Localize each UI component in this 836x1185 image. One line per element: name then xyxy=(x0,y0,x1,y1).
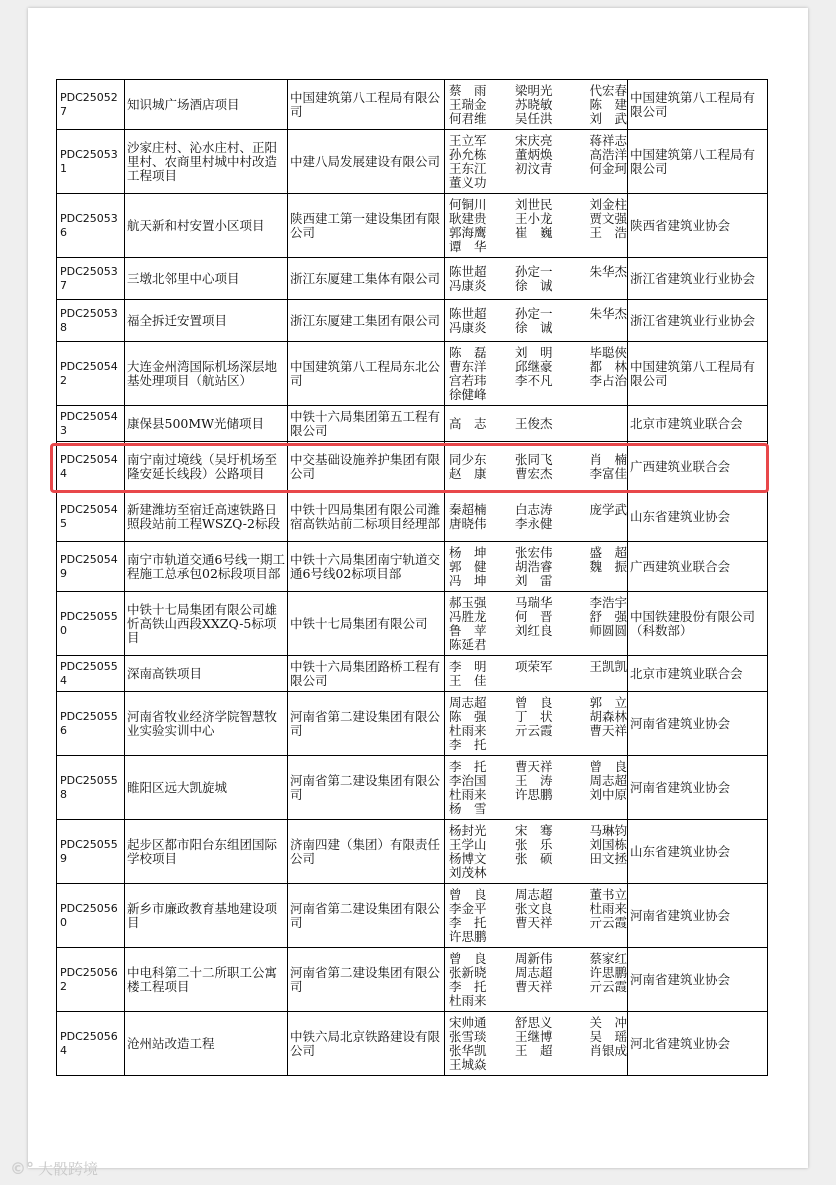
table-row xyxy=(57,656,768,692)
project-name-cell: 南宁市轨道交通6号线一期工程施工总承包02标段项目部 xyxy=(125,542,288,592)
person-name: 张宏伟 xyxy=(515,544,553,560)
company-cell: 中国建筑第八工程局有限公司 xyxy=(288,80,445,130)
project-name-cell: 知识城广场酒店项目 xyxy=(125,80,288,130)
association-cell: 中国建筑第八工程局有限公司 xyxy=(628,80,768,130)
person-name: 项荣军 xyxy=(515,658,553,674)
person-name: 陈世超 xyxy=(449,305,487,321)
people-cell xyxy=(445,80,628,130)
person-name: 肖 楠 xyxy=(589,451,627,467)
person-name: 王东江 xyxy=(449,160,487,176)
people-list xyxy=(449,265,625,293)
association-cell: 陕西省建筑业协会 xyxy=(628,194,768,258)
project-code-cell: PDC250562 xyxy=(57,948,125,1012)
association-cell: 河南省建筑业协会 xyxy=(628,884,768,948)
person-name: 郝玉强 xyxy=(449,594,487,610)
table-row xyxy=(57,692,768,756)
person-name: 曹天祥 xyxy=(515,758,553,774)
person-name: 刘 雷 xyxy=(515,572,553,588)
person-name: 都 林 xyxy=(589,358,627,374)
people-cell xyxy=(445,756,628,820)
person-name: 魏 振 xyxy=(589,558,627,574)
company-cell: 中铁十六局集团第五工程有限公司 xyxy=(288,406,445,442)
company-cell: 中铁十六局集团南宁轨道交通6号线02标项目部 xyxy=(288,542,445,592)
person-name: 田文拯 xyxy=(589,850,627,866)
person-name: 张雪琰 xyxy=(449,1028,487,1044)
person-name: 李 明 xyxy=(449,658,487,674)
person-name: 同少东 xyxy=(449,451,487,467)
people-list xyxy=(449,760,625,816)
person-name: 陈 建 xyxy=(589,96,627,112)
people-cell xyxy=(445,258,628,300)
company-cell: 中铁十四局集团有限公司潍宿高铁站前二标项目经理部 xyxy=(288,492,445,542)
person-name: 何金珂 xyxy=(589,160,627,176)
project-name-cell: 睢阳区远大凯旋城 xyxy=(125,756,288,820)
person-name: 张华凯 xyxy=(449,1042,487,1058)
company-cell: 中建八局发展建设有限公司 xyxy=(288,130,445,194)
person-name: 吴 瑶 xyxy=(589,1028,627,1044)
person-name: 张同飞 xyxy=(515,451,553,467)
project-name-cell: 航天新和村安置小区项目 xyxy=(125,194,288,258)
project-name-cell: 南宁南过境线（吴圩机场至隆安延长线段）公路项目 xyxy=(125,442,288,492)
person-name: 蔡家红 xyxy=(589,950,627,966)
company-cell: 中铁六局北京铁路建设有限公司 xyxy=(288,1012,445,1076)
person-name: 周志超 xyxy=(515,964,553,980)
person-name: 刘金柱 xyxy=(589,196,627,212)
project-name-cell: 新建潍坊至宿迁高速铁路日照段站前工程WSZQ-2标段 xyxy=(125,492,288,542)
person-name: 曾 良 xyxy=(449,886,487,902)
table-row xyxy=(57,1012,768,1076)
people-list xyxy=(449,952,625,1008)
project-code-cell: PDC250538 xyxy=(57,300,125,342)
person-name: 曹天祥 xyxy=(515,914,553,930)
people-cell xyxy=(445,194,628,258)
table-row xyxy=(57,130,768,194)
watermark-logo-icon: ©° xyxy=(10,1159,34,1178)
table-row xyxy=(57,300,768,342)
person-name: 张 硕 xyxy=(515,850,553,866)
person-name: 师圆圆 xyxy=(589,622,627,638)
person-name: 杨博文 xyxy=(449,850,487,866)
person-name: 曾 良 xyxy=(515,694,553,710)
table-row xyxy=(57,948,768,1012)
association-cell: 中国铁建股份有限公司（科数部） xyxy=(628,592,768,656)
person-name: 马瑞华 xyxy=(515,594,553,610)
person-name: 董义功 xyxy=(449,174,487,190)
person-name: 曾 良 xyxy=(449,950,487,966)
person-name: 朱华杰 xyxy=(589,305,627,321)
association-cell: 北京市建筑业联合会 xyxy=(628,656,768,692)
company-cell: 浙江东厦建工集团有限公司 xyxy=(288,300,445,342)
people-list xyxy=(449,546,625,588)
person-name: 周新伟 xyxy=(515,950,553,966)
company-cell: 中铁十六局集团路桥工程有限公司 xyxy=(288,656,445,692)
table-row xyxy=(57,342,768,406)
table-row xyxy=(57,542,768,592)
person-name: 刘中原 xyxy=(589,786,627,802)
person-name: 何君维 xyxy=(449,110,487,126)
person-name: 舒 强 xyxy=(589,608,627,624)
person-name: 关 冲 xyxy=(589,1014,627,1030)
person-name: 董书立 xyxy=(589,886,627,902)
person-name: 宋庆亮 xyxy=(515,132,553,148)
person-name: 亓云霞 xyxy=(589,914,627,930)
people-list xyxy=(449,596,625,652)
person-name: 唐晓伟 xyxy=(449,515,487,531)
people-list xyxy=(449,134,625,190)
watermark xyxy=(10,1158,98,1179)
person-name: 梁明光 xyxy=(515,82,553,98)
people-cell xyxy=(445,442,628,492)
person-name: 初汶青 xyxy=(515,160,553,176)
company-cell: 河南省第二建设集团有限公司 xyxy=(288,948,445,1012)
person-name: 高浩洋 xyxy=(589,146,627,162)
person-name: 曹天祥 xyxy=(589,722,627,738)
person-name: 贾文强 xyxy=(589,210,627,226)
association-cell: 广西建筑业联合会 xyxy=(628,442,768,492)
person-name: 王小龙 xyxy=(515,210,553,226)
person-name: 李 托 xyxy=(449,914,487,930)
person-name: 刘茂林 xyxy=(449,864,487,880)
project-name-cell: 三墩北邻里中心项目 xyxy=(125,258,288,300)
people-list xyxy=(449,453,625,481)
person-name: 徐 诚 xyxy=(515,277,553,293)
people-cell xyxy=(445,542,628,592)
person-name: 杨 坤 xyxy=(449,544,487,560)
person-name: 曹东洋 xyxy=(449,358,487,374)
person-name: 亓云霞 xyxy=(515,722,553,738)
person-name: 冯 坤 xyxy=(449,572,487,588)
people-cell xyxy=(445,820,628,884)
project-code-cell: PDC250558 xyxy=(57,756,125,820)
company-cell: 中国建筑第八工程局东北公司 xyxy=(288,342,445,406)
person-name: 何铜川 xyxy=(449,196,487,212)
person-name: 何 晋 xyxy=(515,608,553,624)
project-name-cell: 河南省牧业经济学院智慧牧业实验实训中心 xyxy=(125,692,288,756)
project-code-cell: PDC250554 xyxy=(57,656,125,692)
person-name: 李治国 xyxy=(449,772,487,788)
person-name: 王继博 xyxy=(515,1028,553,1044)
company-cell: 济南四建（集团）有限责任公司 xyxy=(288,820,445,884)
person-name: 刘 武 xyxy=(589,110,627,126)
person-name: 王 超 xyxy=(515,1042,553,1058)
person-name: 曾 良 xyxy=(589,758,627,774)
project-name-cell: 中电科第二十二所职工公寓楼工程项目 xyxy=(125,948,288,1012)
person-name: 亓云霞 xyxy=(589,978,627,994)
people-list xyxy=(449,824,625,880)
people-list xyxy=(449,660,625,688)
project-code-cell: PDC250531 xyxy=(57,130,125,194)
person-name: 舒思义 xyxy=(515,1014,553,1030)
table-row xyxy=(57,492,768,542)
project-name-cell: 新乡市廉政教育基地建设项目 xyxy=(125,884,288,948)
person-name: 宋帅通 xyxy=(449,1014,487,1030)
person-name: 苏晓敏 xyxy=(515,96,553,112)
person-name: 刘红良 xyxy=(515,622,553,638)
person-name: 李 托 xyxy=(449,758,487,774)
person-name: 郭海鹰 xyxy=(449,224,487,240)
association-cell: 山东省建筑业协会 xyxy=(628,492,768,542)
company-cell: 河南省第二建设集团有限公司 xyxy=(288,692,445,756)
person-name: 崔 巍 xyxy=(515,224,553,240)
person-name: 刘 明 xyxy=(515,344,553,360)
person-name: 肖银成 xyxy=(589,1042,627,1058)
project-code-cell: PDC250537 xyxy=(57,258,125,300)
table-row xyxy=(57,592,768,656)
person-name: 李富佳 xyxy=(589,465,627,481)
person-name: 王凯凯 xyxy=(589,658,627,674)
project-name-cell: 起步区都市阳台东组团国际学校项目 xyxy=(125,820,288,884)
company-cell: 中铁十七局集团有限公司 xyxy=(288,592,445,656)
person-name: 王 浩 xyxy=(589,224,627,240)
association-cell: 中国建筑第八工程局有限公司 xyxy=(628,342,768,406)
person-name: 王城焱 xyxy=(449,1056,487,1072)
person-name: 杜雨来 xyxy=(449,722,487,738)
people-cell xyxy=(445,884,628,948)
person-name: 王俊杰 xyxy=(515,415,553,431)
company-cell: 中交基础设施养护集团有限公司 xyxy=(288,442,445,492)
project-code-cell: PDC250556 xyxy=(57,692,125,756)
person-name: 毕聪俠 xyxy=(589,344,627,360)
project-name-cell: 沙家庄村、沁水庄村、正阳里村、农商里村城中村改造工程项目 xyxy=(125,130,288,194)
person-name: 许思鹏 xyxy=(515,786,553,802)
project-code-cell: PDC250536 xyxy=(57,194,125,258)
person-name: 郭 立 xyxy=(589,694,627,710)
people-cell xyxy=(445,1012,628,1076)
people-cell xyxy=(445,130,628,194)
person-name: 陈 磊 xyxy=(449,344,487,360)
people-list xyxy=(449,503,625,531)
project-name-cell: 深南高铁项目 xyxy=(125,656,288,692)
person-name: 鲁 苹 xyxy=(449,622,487,638)
association-cell: 河北省建筑业协会 xyxy=(628,1012,768,1076)
project-code-cell: PDC250550 xyxy=(57,592,125,656)
person-name: 朱华杰 xyxy=(589,263,627,279)
person-name: 陈 强 xyxy=(449,708,487,724)
person-name: 谭 华 xyxy=(449,238,487,254)
project-name-cell: 康保县500MW光储项目 xyxy=(125,406,288,442)
project-code-cell: PDC250560 xyxy=(57,884,125,948)
table-row xyxy=(57,820,768,884)
table-row xyxy=(57,442,768,492)
person-name: 代宏春 xyxy=(589,82,627,98)
person-name: 王 涛 xyxy=(515,772,553,788)
person-name: 王瑞金 xyxy=(449,96,487,112)
people-cell xyxy=(445,692,628,756)
people-list xyxy=(449,307,625,335)
person-name: 马琳钧 xyxy=(589,822,627,838)
table-row xyxy=(57,884,768,948)
association-cell: 北京市建筑业联合会 xyxy=(628,406,768,442)
person-name: 邱继豪 xyxy=(515,358,553,374)
table-row xyxy=(57,194,768,258)
watermark-text: 大骰跨境 xyxy=(38,1160,99,1178)
person-name: 丁 状 xyxy=(515,708,553,724)
person-name: 秦超楠 xyxy=(449,501,487,517)
person-name: 杜雨来 xyxy=(449,786,487,802)
person-name: 胡浩睿 xyxy=(515,558,553,574)
person-name: 孙定一 xyxy=(515,263,553,279)
person-name: 孙允栋 xyxy=(449,146,487,162)
person-name: 王 佳 xyxy=(449,672,487,688)
company-cell: 河南省第二建设集团有限公司 xyxy=(288,756,445,820)
person-name: 陈世超 xyxy=(449,263,487,279)
person-name: 蒋祥志 xyxy=(589,132,627,148)
project-code-cell: PDC250527 xyxy=(57,80,125,130)
project-table xyxy=(56,79,768,1076)
people-list xyxy=(449,84,625,126)
person-name: 李 托 xyxy=(449,736,487,752)
person-name: 白志涛 xyxy=(515,501,553,517)
table-row xyxy=(57,80,768,130)
person-name: 冯康炎 xyxy=(449,319,487,335)
person-name: 张新晓 xyxy=(449,964,487,980)
people-list xyxy=(449,696,625,752)
people-cell xyxy=(445,592,628,656)
person-name: 吴任洪 xyxy=(515,110,553,126)
person-name: 李永健 xyxy=(515,515,553,531)
person-name: 杜雨来 xyxy=(589,900,627,916)
table-row xyxy=(57,406,768,442)
person-name: 张 乐 xyxy=(515,836,553,852)
person-name: 徐健峰 xyxy=(449,386,487,402)
people-cell xyxy=(445,406,628,442)
association-cell: 中国建筑第八工程局有限公司 xyxy=(628,130,768,194)
person-name: 刘世民 xyxy=(515,196,553,212)
people-list xyxy=(449,1016,625,1072)
person-name: 胡森林 xyxy=(589,708,627,724)
person-name: 赵 康 xyxy=(449,465,487,481)
people-list xyxy=(449,888,625,944)
project-name-cell: 福全拆迁安置项目 xyxy=(125,300,288,342)
person-name: 郭 健 xyxy=(449,558,487,574)
people-cell xyxy=(445,342,628,406)
person-name: 李占治 xyxy=(589,372,627,388)
person-name: 耿建贵 xyxy=(449,210,487,226)
person-name: 王立军 xyxy=(449,132,487,148)
association-cell: 浙江省建筑业行业协会 xyxy=(628,300,768,342)
person-name: 陈延君 xyxy=(449,636,487,652)
person-name: 周志超 xyxy=(515,886,553,902)
project-name-cell: 中铁十七局集团有限公司雄忻高铁山西段XXZQ-5标项目 xyxy=(125,592,288,656)
person-name: 周志超 xyxy=(589,772,627,788)
people-cell xyxy=(445,948,628,1012)
person-name: 李不凡 xyxy=(515,372,553,388)
project-code-cell: PDC250544 xyxy=(57,442,125,492)
project-code-cell: PDC250543 xyxy=(57,406,125,442)
person-name: 王学山 xyxy=(449,836,487,852)
person-name: 周志超 xyxy=(449,694,487,710)
association-cell: 山东省建筑业协会 xyxy=(628,820,768,884)
person-name: 高 志 xyxy=(449,415,487,431)
table-row xyxy=(57,258,768,300)
people-list xyxy=(449,346,625,402)
company-cell: 河南省第二建设集团有限公司 xyxy=(288,884,445,948)
person-name: 李 托 xyxy=(449,978,487,994)
person-name: 杨封光 xyxy=(449,822,487,838)
person-name: 杨 雪 xyxy=(449,800,487,816)
person-name: 宫若玮 xyxy=(449,372,487,388)
project-name-cell: 沧州站改造工程 xyxy=(125,1012,288,1076)
table-row xyxy=(57,756,768,820)
person-name: 宋 骞 xyxy=(515,822,553,838)
people-cell xyxy=(445,492,628,542)
association-cell: 河南省建筑业协会 xyxy=(628,756,768,820)
project-name-cell: 大连金州湾国际机场深层地基处理项目（航站区） xyxy=(125,342,288,406)
person-name: 李浩宇 xyxy=(589,594,627,610)
person-name: 许思鹏 xyxy=(589,964,627,980)
person-name: 蔡 雨 xyxy=(449,82,487,98)
person-name: 杜雨来 xyxy=(449,992,487,1008)
person-name: 曹宏杰 xyxy=(515,465,553,481)
people-list xyxy=(449,417,625,431)
person-name: 张文良 xyxy=(515,900,553,916)
association-cell: 广西建筑业联合会 xyxy=(628,542,768,592)
person-name: 孙定一 xyxy=(515,305,553,321)
person-name: 徐 诚 xyxy=(515,319,553,335)
association-cell: 河南省建筑业协会 xyxy=(628,692,768,756)
people-cell xyxy=(445,300,628,342)
association-cell: 浙江省建筑业行业协会 xyxy=(628,258,768,300)
project-code-cell: PDC250542 xyxy=(57,342,125,406)
association-cell: 河南省建筑业协会 xyxy=(628,948,768,1012)
person-name: 董炳焕 xyxy=(515,146,553,162)
company-cell: 陕西建工第一建设集团有限公司 xyxy=(288,194,445,258)
person-name: 刘国栋 xyxy=(589,836,627,852)
person-name: 曹天祥 xyxy=(515,978,553,994)
project-code-cell: PDC250545 xyxy=(57,492,125,542)
project-code-cell: PDC250549 xyxy=(57,542,125,592)
person-name: 李金平 xyxy=(449,900,487,916)
people-cell xyxy=(445,656,628,692)
people-list xyxy=(449,198,625,254)
person-name: 许思鹏 xyxy=(449,928,487,944)
person-name: 冯康炎 xyxy=(449,277,487,293)
project-code-cell: PDC250559 xyxy=(57,820,125,884)
person-name: 庞学武 xyxy=(589,501,627,517)
company-cell: 浙江东厦建工集体有限公司 xyxy=(288,258,445,300)
project-code-cell: PDC250564 xyxy=(57,1012,125,1076)
person-name: 盛 超 xyxy=(589,544,627,560)
person-name: 冯胜龙 xyxy=(449,608,487,624)
